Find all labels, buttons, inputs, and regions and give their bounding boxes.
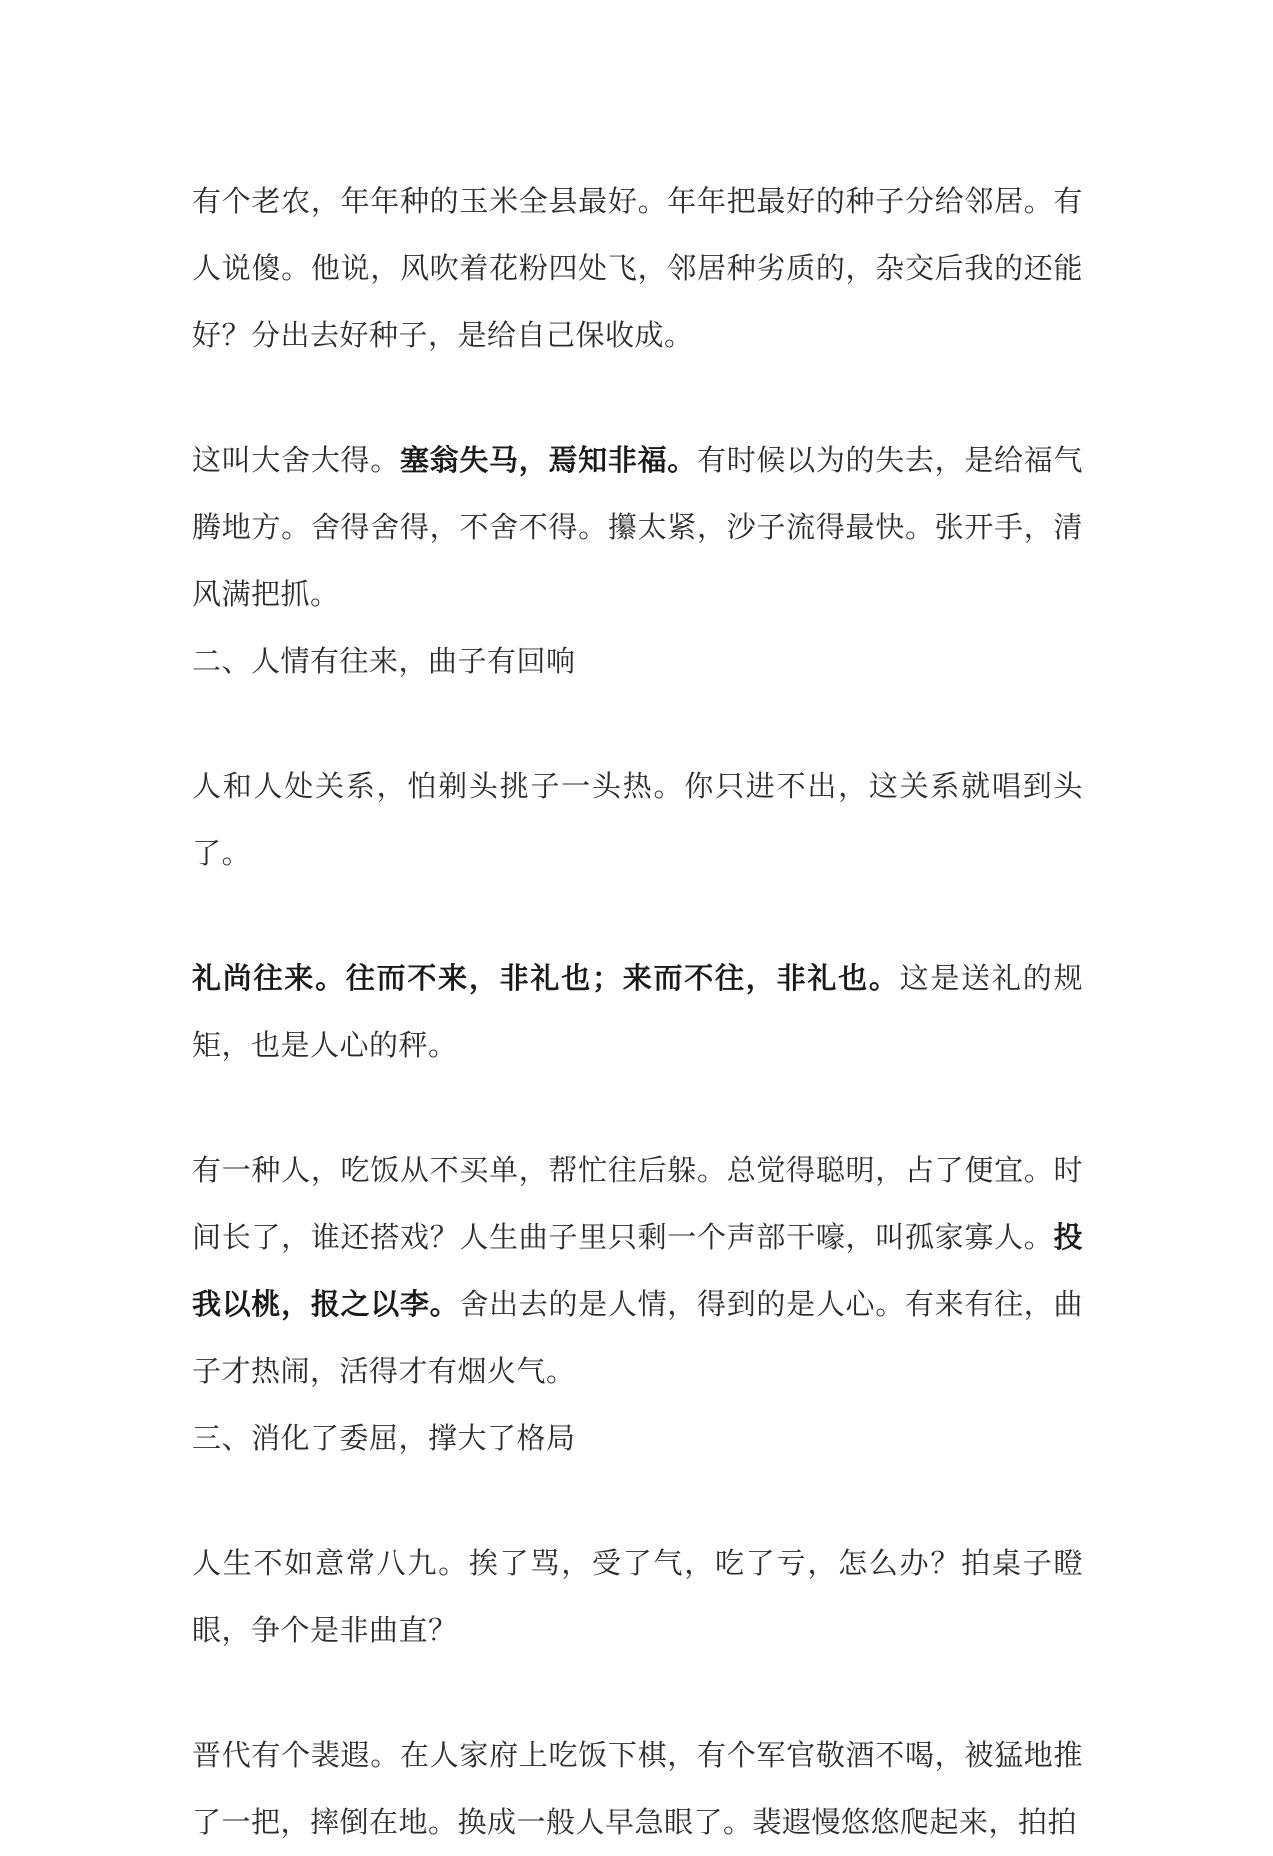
paragraph-relationship [192, 753, 1083, 887]
text-segment: 有时候以为的失去，是给福气腾地方。舍得舍得，不舍不得。攥太紧，沙子流得最快。张开手，清风满把抓。 [192, 443, 1083, 611]
text-segment: 人和人处关系，怕剃头挑子一头热。你只进不出，这关系就唱到头了。 [192, 769, 1083, 870]
section-heading-2: 二、人情有往来，曲子有回响 [192, 644, 576, 678]
text-segment: 这是送礼的规矩，也是人心的秤。 [192, 961, 1083, 1062]
paragraph-lonely [192, 1137, 1083, 1405]
text-segment: 有一种人，吃饭从不买单，帮忙往后躲。总觉得聪明，占了便宜。时间长了，谁还搭戏？人生曲子里只剩一个声部干嚎，叫孤家寡人。 [192, 1153, 1083, 1254]
bold-quote: 塞翁失马，焉知非福。 [399, 443, 697, 477]
section-heading-3: 三、消化了委屈，撑大了格局 [192, 1421, 576, 1455]
text-segment: 舍出去的是人情，得到的是人心。有来有往，曲子才热闹，活得才有烟火气。 [192, 1287, 1083, 1388]
paragraph-pei-xia [192, 1722, 1083, 1856]
text-segment: 晋代有个裴遐。在人家府上吃饭下棋，有个军官敬酒不喝，被猛地推了一把，摔倒在地。换成一般人早急眼了。裴遐慢悠悠爬起来，拍拍 [192, 1738, 1083, 1839]
text-segment: 有个老农，年年种的玉米全县最好。年年把最好的种子分给邻居。有人说傻。他说，风吹着花粉四处飞，邻居种劣质的，杂交后我的还能好？分出去好种子，是给自己保收成。 [192, 184, 1083, 352]
bold-quote: 礼尚往来。往而不来，非礼也；来而不往，非礼也。 [192, 961, 900, 995]
bold-quote: 投我以桃，报之以李。 [192, 1220, 1083, 1321]
paragraph-farmer [192, 168, 1083, 369]
text-segment: 这叫大舍大得。 [192, 443, 400, 477]
paragraph-li-shang [192, 945, 1083, 1079]
paragraph-grievance [192, 1530, 1083, 1664]
paragraph-sai-weng [192, 427, 1083, 628]
text-segment: 人生不如意常八九。挨了骂，受了气，吃了亏，怎么办？拍桌子瞪眼，争个是非曲直？ [192, 1546, 1083, 1647]
